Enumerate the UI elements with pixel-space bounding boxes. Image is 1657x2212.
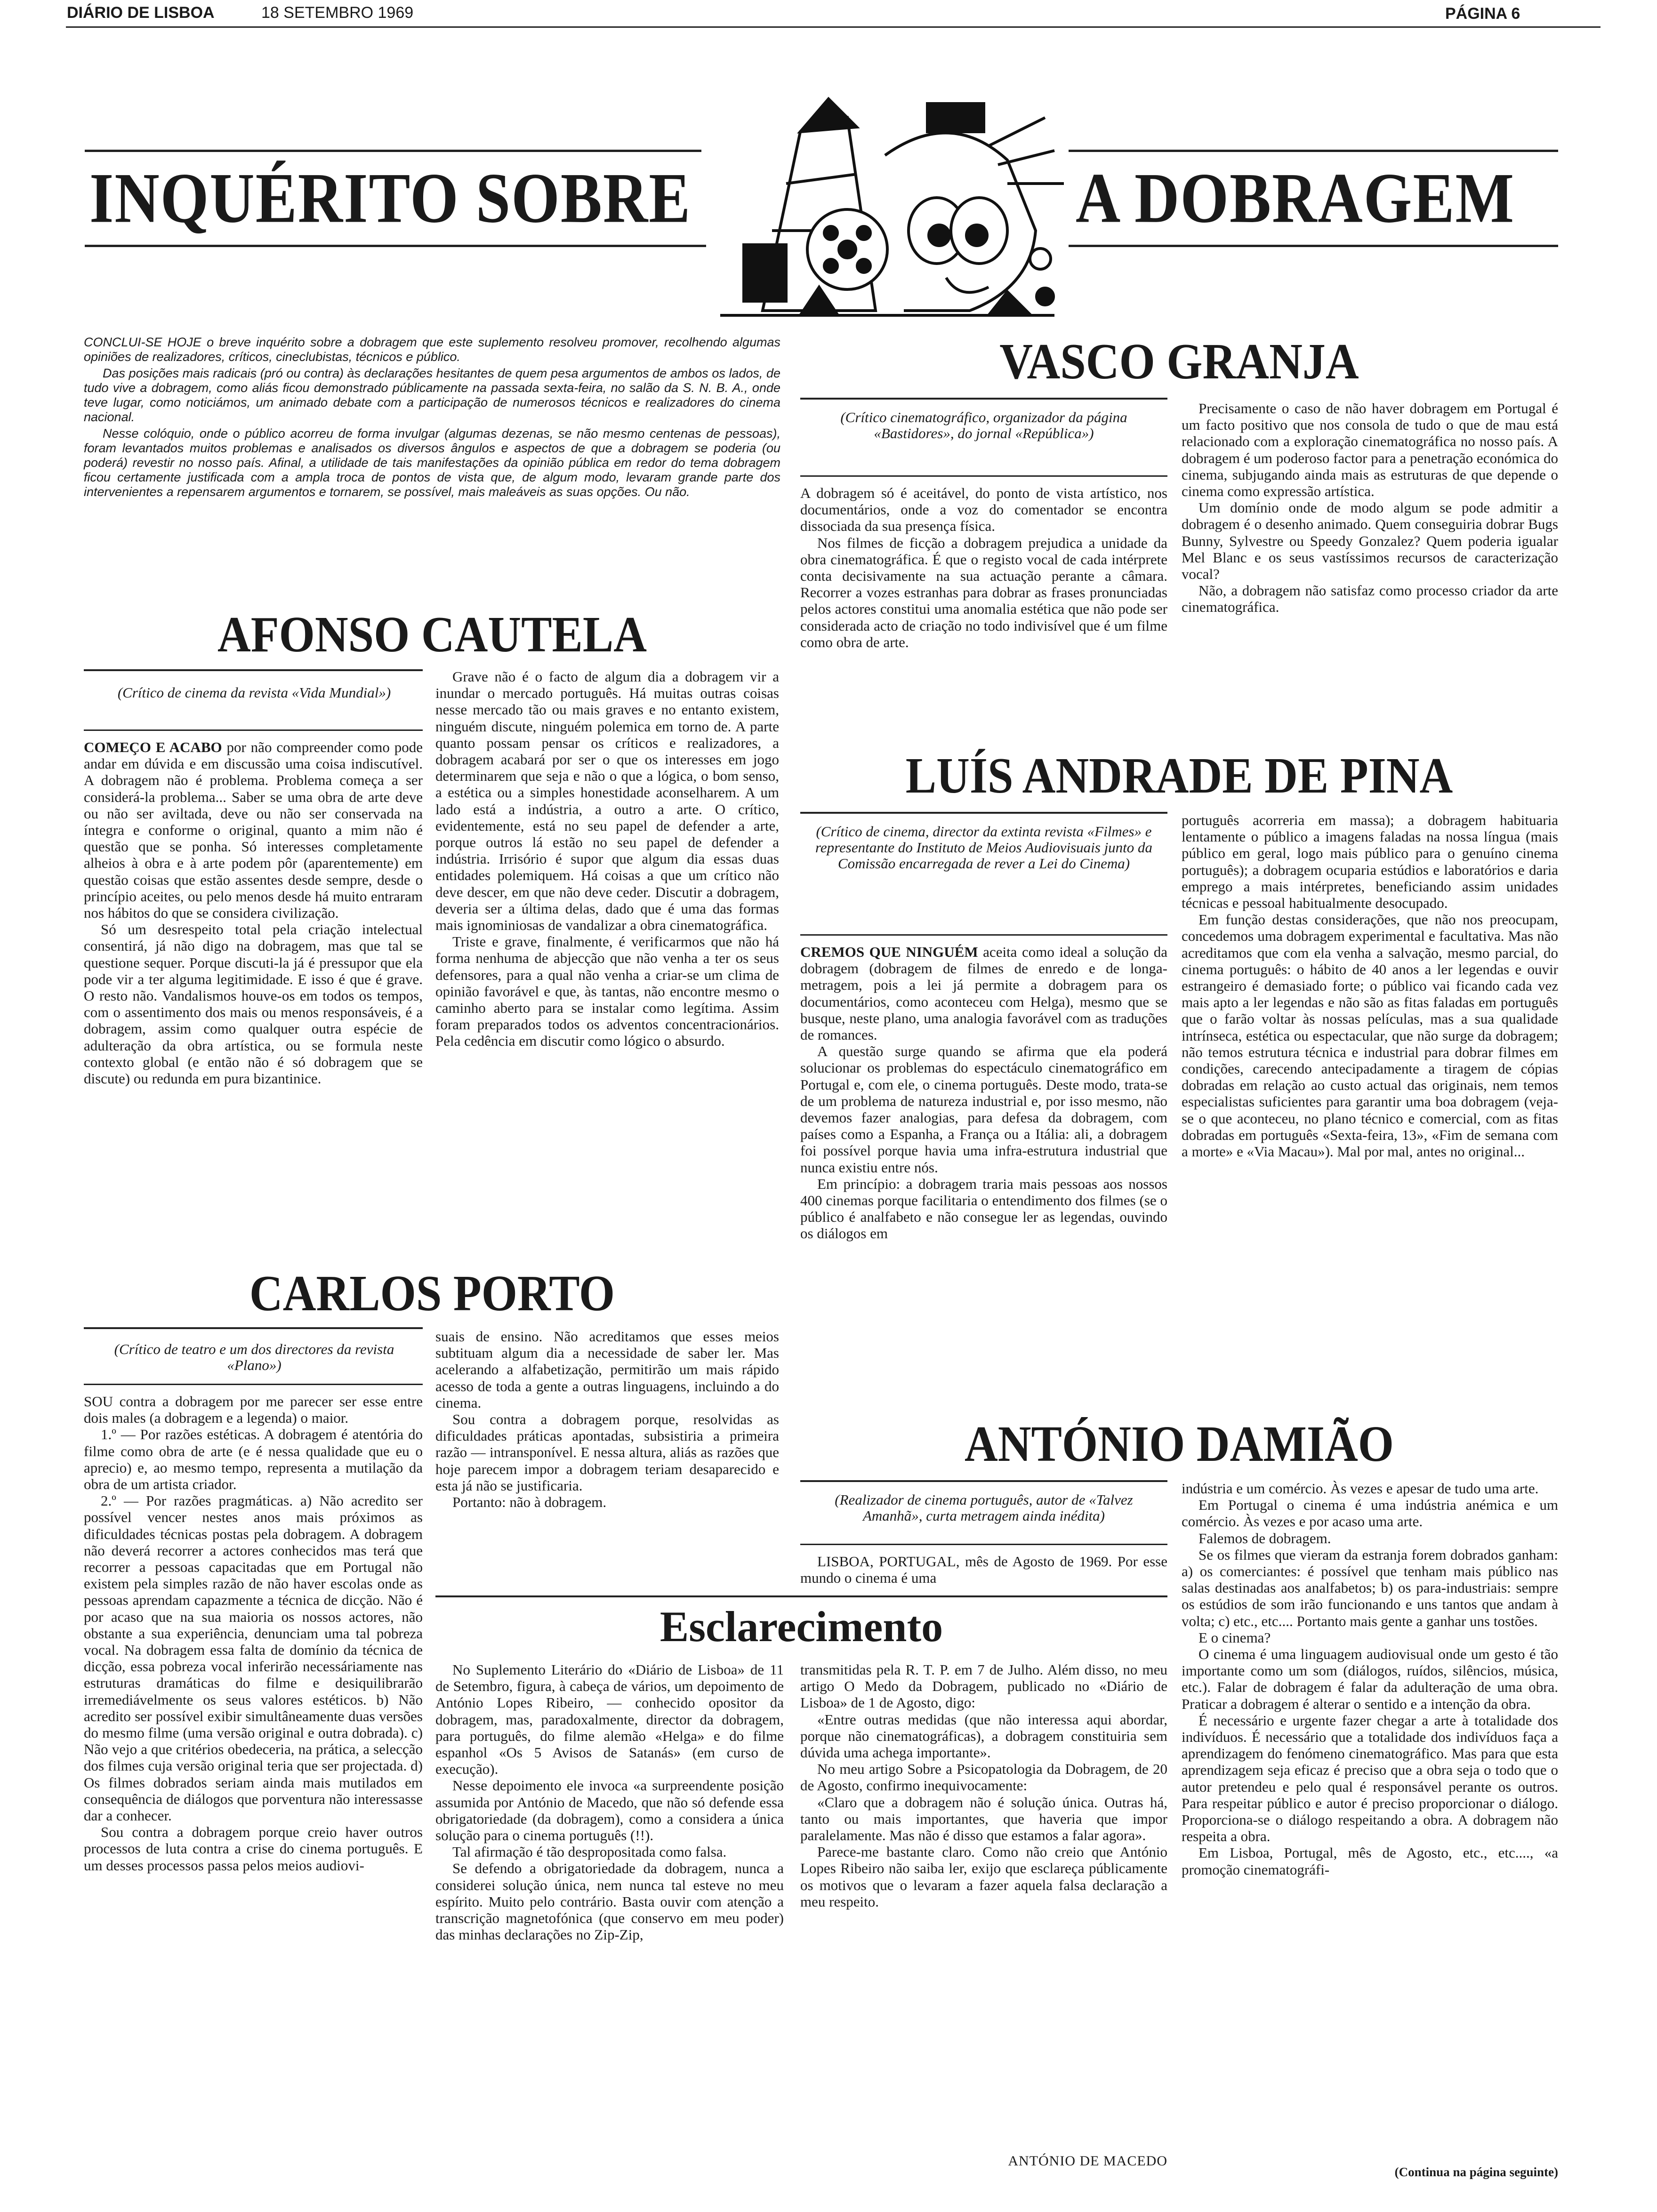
- article-column: português acorreria em massa); a dobragem habituaria lentamente o público a imagens faladas na nossa língua (mais público em geral, logo mais público para o genuíno cinema português); a dobragem ocuparia estúdios e laboratórios e daria emprego a mais intérpretes, beneficiando assim unidades técnicas e pessoal habitualmente desocupado. Em função destas considerações, que não nos preocupam, concedemos uma dobragem experimental e facultativa. Mas não acreditamos que com ela venha a salvação, mesmo parcial, do cinema português: o hábito de 40 anos a ler legendas e ouvir estrangeiro é demasiado forte; o público vai ficando cada vez mais apto a ler legendas e não são as fitas faladas em português que o farão voltar às nossas películas, mas a sua qualidade intrínseca, estética ou espectacular, que não surge da dobragem; não temos estrutura técnica e industrial para dobrar filmes em condições, carecendo antecipadamente a tiragem de cópias dobradas em relação ao custo actual das originais, nem temos especialistas suficientes para garantir uma boa dobragem (veja-se o que aconteceu, no plano técnico e comercial, com as fitas dobradas em português «Sexta-feira, 13», «Fim de semana com a morte» e «Via Macau»). Mal por mal, antes no original...: [1182, 812, 1558, 1160]
- intro-paragraph: Nesse colóquio, onde o público acorreu de forma invulgar (algumas dezenas, se não mesmo centenas de pessoas), foram levantados muitos problemas e analisados os diversos ângulos e aspectos de que a dobragem se poderia (ou poderá) revestir no nosso país. Afinal, a utilidade de tais manifestações da opinião pública em redor do tema dobragem ficou certamente justificada com a ampla troca de pontos de vista que, de algum modo, levaram grande parte dos intervenientes a repensarem argumentos e tornarem, se possível, mais maleáveis as suas opções. Ou não.: [84, 426, 780, 499]
- section-name-vasco: VASCO GRANJA: [999, 334, 1359, 390]
- section-rule: [84, 1327, 423, 1329]
- page-number: PÁGINA 6: [1445, 5, 1520, 23]
- article-column: LISBOA, PORTUGAL, mês de Agosto de 1969. Por esse mundo o cinema é uma: [800, 1553, 1167, 1587]
- section-role-vasco: (Crítico cinematográfico, organizador da página «Bastidores», do jornal «República»): [840, 409, 1127, 441]
- continued-note: (Continua na página seguinte): [1394, 2165, 1558, 2179]
- article-column: CREMOS QUE NINGUÉM aceita como ideal a solução da dobragem (dobragem de filmes de enredo e de longa-metragem, pois a lei já permite a dobragem para os documentários, como aconteceu com Helga), mesmo que se busque, neste plano, uma analogia favorável com as traduções de romances. A questão surge quando se afirma que ela poderá solucionar os problemas do espectáculo cinematográfico em Portugal e, com ele, o cinema português. Deste modo, trata-se de um problema de natureza industrial e, por isso mesmo, não devemos fazer analogias, para defesa da dobragem, com países como a Espanha, a França ou a Itália: ali, a dobragem foi possível porque havia uma infra-estrutura industrial que nunca existiu entre nós. Em princípio: a dobragem traria mais pessoas aos nossos 400 cinemas porque facilitaria o entendimento dos filmes (se o público é analfabeto e não consegue ler as legendas, ouvindo os diálogos em: [800, 944, 1167, 1242]
- section-role-luis: (Crítico de cinema, director da extinta revista «Filmes» e representante do Instituto de Meios Audiovisuais junto da Comissão encarregada de rever a Lei do Cinema): [815, 823, 1153, 872]
- article-column: transmitidas pela R. T. P. em 7 de Julho. Além disso, no meu artigo O Medo da Dobragem, publicado no «Diário de Lisboa» de 1 de Agosto, digo: «Entre outras medidas (que não interessa aqui abordar, porque não cinematográficas), a dobragem constituiria sem dúvida uma achega importante». No meu artigo Sobre a Psicopatologia da Dobragem, de 20 de Agosto, confirmo inequivocamente: «Claro que a dobragem não é solução única. Outras há, tanto ou mais importantes, que haveria que impor paralelamente. Mas não é disso que estamos a falar agora». Parece-me bastante claro. Como não creio que António Lopes Ribeiro não saiba ler, exijo que esclareça públicamente os motivos que o levaram a fazer aquela falsa declaração a meu respeito.: [800, 1661, 1167, 1910]
- newspaper-name: DIÁRIO DE LISBOA: [67, 4, 215, 22]
- section-rule: [800, 1480, 1167, 1482]
- box-top-rule: [435, 1595, 1167, 1597]
- lead-in: COMEÇO E ACABO: [84, 739, 222, 755]
- issue-date: 18 SETEMBRO 1969: [261, 4, 414, 22]
- section-name-carlos: CARLOS PORTO: [249, 1266, 615, 1322]
- cartoon-face-with-film-reel-illustration: [706, 89, 1069, 325]
- signature: ANTÓNIO DE MACEDO: [1008, 2153, 1167, 2169]
- article-column: COMEÇO E ACABO por não compreender como pode andar em dúvida e em discussão uma coisa indiscutível. A dobragem não é problema. Problema começa a ser considerá-la problema... Saber se uma obra de arte deve ou não ser aviltada, deve ou não ser conservada na íntegra e conforme o original, quanto a mim não é questão que se ponha. Só interesses completamente alheios à obra e à arte podem pôr (aparentemente) em questão coisas que estão assentes desde sempre, desde o princípio aceites, ou pelo menos desde há muito entraram nos hábitos do que se considera civilização. Só um desrespeito total pela criação intelectual consentirá, já não digo na dobragem, mas que tal se questione sequer. Porque discuti-la já é pressupor que ela pode vir a ter alguma legitimidade. E isso é que é grave. O resto não. Vandalismos houve-os em todos os tempos, com o assentimento dos mais ou menos responsáveis, é a dobragem, assim como qualquer outra espécie de adulteração da obra artística, ou se formula neste contexto global (e então não é só dobragem que se discute) ou redunda em pura bizantinice.: [84, 739, 423, 1087]
- section-rule: [800, 812, 1167, 814]
- section-rule: [84, 729, 423, 731]
- section-rule: [800, 398, 1167, 400]
- section-name-luis: LUÍS ANDRADE DE PINA: [905, 748, 1453, 804]
- article-column: Grave não é o facto de algum dia a dobragem vir a inundar o mercado português. Há muitas outras coisas nesse mercado tão ou mais graves e no entanto existem, ninguém discute, ninguém polemica em torno de. A parte quanto possam pensar os críticos e realizadores, a dobragem acabará por ser o que os interesses em jogo determinarem que seja e não o que a lógica, o bom senso, a estética ou a simples honestidade aconselharem. A um lado está a indústria, a outro a arte. O crítico, evidentemente, está no seu papel de defender a arte, porque outros lá estão no seu papel de defender a indústria. Irrisório é supor que algum dia essas duas entidades polemiquem. Há coisas a que um crítico não deve descer, em que não deve ceder. Discutir a dobragem, deveria ser a última delas, dado que é uma das formas mais ignominiosas de vandalizar a obra cinematográfica. Triste e grave, finalmente, é verificarmos que não há forma nenhuma de abjecção que não venha a ter os seus defensores, para a qual não venha a criar-se um clima de opinião favorável e que, às tantas, não encontre mesmo o caminho aberto para se instalar como legítima. Assim foram preparados todos os adventos concentracionários. Pela cedência em discutir como lógico o absurdo.: [435, 668, 779, 1050]
- intro-paragraph: Das posições mais radicais (pró ou contra) às declarações hesitantes de quem pesa argumentos de ambos os lados, de tudo vive a dobragem, como aliás ficou demonstrado públicamente na passada sexta-feira, no salão da S. N. B. A., onde teve lugar, como noticiámos, um animado debate com a participação de numerosos técnicos e realizadores do cinema nacional.: [84, 366, 780, 424]
- section-rule: [800, 934, 1167, 936]
- article-column: suais de ensino. Não acreditamos que esses meios subtituam algum dia a necessidade de saber ler. Mas acelerando a alfabetização, permitirão um mais rápido acesso de toda a gente a outras linguagens, incluindo a do cinema. Sou contra a dobragem porque, resolvidas as dificuldades práticas apontadas, subsistiria a primeira razão — intransponível. E nessa altura, aliás as razões que hoje parecem impor a dobragem teriam desaparecido e esta já não se justificaria. Portanto: não à dobragem.: [435, 1328, 779, 1511]
- esclarecimento-title: Esclarecimento: [660, 1603, 943, 1651]
- article-column: Precisamente o caso de não haver dobragem em Portugal é um facto positivo que nos consola de tudo o que de mau está relacionado com a exploração cinematográfica no nosso país. A dobragem é um poderoso factor para a penetração económica do cinema, subjugando ainda mais as estruturas de que depende o cinema como expressão artística. Um domínio onde de modo algum se pode admitir a dobragem é o desenho animado. Quem conseguiria dobrar Bugs Bunny, Sylvestre ou Speedy Gonzalez? Quem poderia igualar Mel Blanc e os seus vastíssimos recursos de caracterização vocal? Não, a dobragem não satisfaz como processo criador da arte cinematográfica.: [1182, 400, 1558, 616]
- article-column: A dobragem só é aceitável, do ponto de vista artístico, nos documentários, onde a voz do comentador se encontra dissociada da sua presença física. Nos filmes de ficção a dobragem prejudica a unidade da obra cinematográfica. É que o registo vocal de cada intérprete conta decisivamente na sua actuação perante a câmara. Recorrer a vozes estranhas para dobrar as frases pronunciadas pelos actores constitui uma anomalia estética que não pode ser considerada acto de criação no todo indivisível que é um filme como obra de arte.: [800, 485, 1167, 650]
- section-rule: [800, 1544, 1167, 1545]
- section-name-afonso: AFONSO CAUTELA: [217, 607, 647, 663]
- headline-top-rule-left: [85, 150, 701, 152]
- section-rule: [84, 669, 423, 671]
- article-column: indústria e um comércio. Às vezes e apesar de tudo uma arte. Em Portugal o cinema é uma indústria anémica e um comércio. Às vezes e por acaso uma arte. Falemos de dobragem. Se os filmes que vieram da estranja forem dobrados ganham: a) os comerciantes: é possível que tenham mais público nas salas destinadas aos analfabetos; b) os para-industriais: sempre os estúdios de som irão funcionando e uns tantos que andam à volta; c) etc., etc.... Portanto mais gente a ganhar uns tostões. E o cinema? O cinema é uma linguagem audiovisual onde um gesto é tão importante como um som (diálogos, ruídos, silêncios, música, etc.). Falar de dobragem é falar da adulteração de uma obra. Praticar a dobragem é alterar o sentido e a intenção da obra. É necessário e urgente fazer chegar a arte à totalidade dos indivíduos. É necessário que a totalidade dos indivíduos faça a aprendizagem do fenómeno cinematográfico. Mas para que esta aprendizagem seja eficaz é preciso que a obra seja o todo que o autor pretendeu e pelo qual é responsável perante os outros. Para respeitar público e autor é preciso proporcionar o diálogo. Proporciona-se o diálogo respeitando a obra. A dobragem não respeita a obra. Em Lisboa, Portugal, mês de Agosto, etc., etc...., «a promoção cinematográfi-: [1182, 1480, 1558, 1878]
- intro-paragraph: CONCLUI-SE HOJE o breve inquérito sobre a dobragem que este suplemento resolveu promover, recolhendo algumas opiniões de realizadores, críticos, cineclubistas, técnicos e público.: [84, 335, 780, 364]
- section-role-carlos: (Crítico de teatro e um dos directores da revista «Plano»): [114, 1341, 394, 1373]
- section-rule: [800, 475, 1167, 477]
- article-column: No Suplemento Literário do «Diário de Lisboa» de 11 de Setembro, figura, à cabeça de vários, um depoimento de António Lopes Ribeiro, — conhecido opositor da dobragem, mas, paradoxalmente, director da dobragem, para português, do filme alemão «Helga» e do filme espanhol «Os 5 Avisos de Satanás» (em curso de execução). Nesse depoimento ele invoca «a surpreendente posição assumida por António de Macedo, que não só defende essa obrigatoriedade (da dobragem), como a considera a única solução para o cinema português (!!). Tal afirmação é tão despropositada como falsa. Se defendo a obrigatoriedade da dobragem, nunca a considerei solução única, nem nunca tal esteve no meu espírito. Muito pelo contrário. Basta ouvir com atenção a transcrição magnetofónica (que conservo em meu poder) das minhas declarações no Zip-Zip,: [435, 1661, 784, 1943]
- headline-bottom-rule-left: [85, 245, 706, 247]
- section-name-antonio: ANTÓNIO DAMIÃO: [965, 1416, 1394, 1473]
- intro-text: [84, 335, 780, 501]
- headline-top-rule-right: [1069, 150, 1558, 152]
- article-column: SOU contra a dobragem por me parecer ser esse entre dois males (a dobragem e a legenda) o maior. 1.º — Por razões estéticas. A dobragem é atentória do filme como obra de arte (e é nessa qualidade que eu o aprecio) e, ao mesmo tempo, representa a mutilação da obra de um artista criador. 2.º — Por razões pragmáticas. a) Não acredito ser possível vencer nestes anos mais próximos as dificuldades técnicas postas pela dobragem. A dobragem não deverá recorrer a actores conhecidos mas terá que recorrer a pessoas capacitadas que em Portugal não existem pela simples razão de não haver escolas onde as pessoas aprendam capazmente a técnica de dicção. Não é por acaso que na sua maioria os nossos actores, não obstante a sua experiência, denunciam uma tal pobreza vocal. Na dobragem essa falta de domínio da técnica de dicção, essa pobreza vocal inferirão necessáriamente nas estruturas dramáticas do filme e desiquilibrarão irremediávelmente os seus valores estéticos. b) Não acredito ser possível exibir simultâneamente duas versões do mesmo filme (uma versão original e outra dobrada). c) Não vejo a que critérios obedeceria, na prática, a selecção dos filmes cuja versão original teria que ser projectada. d) Os filmes dobrados seriam ainda mais mutilados em consequência de diálogos que porventura não interessasse dar a conhecer. Sou contra a dobragem porque creio haver outros processos de luta contra a crise do cinema português. E um desses processos passa pelos meios audiovi-: [84, 1393, 423, 1874]
- headline-right: A DOBRAGEM: [1076, 158, 1515, 238]
- masthead-rule: [66, 26, 1601, 28]
- lead-in: CREMOS QUE NINGUÉM: [800, 944, 978, 960]
- headline-bottom-rule-right: [1069, 245, 1558, 247]
- section-rule: [84, 1384, 423, 1385]
- section-role-antonio: (Realizador de cinema português, autor de «Talvez Amanhã», curta metragem ainda inédita): [835, 1491, 1133, 1524]
- section-role-afonso: (Crítico de cinema da revista «Vida Mundial»): [117, 684, 391, 701]
- headline-left: INQUÉRITO SOBRE: [89, 158, 692, 238]
